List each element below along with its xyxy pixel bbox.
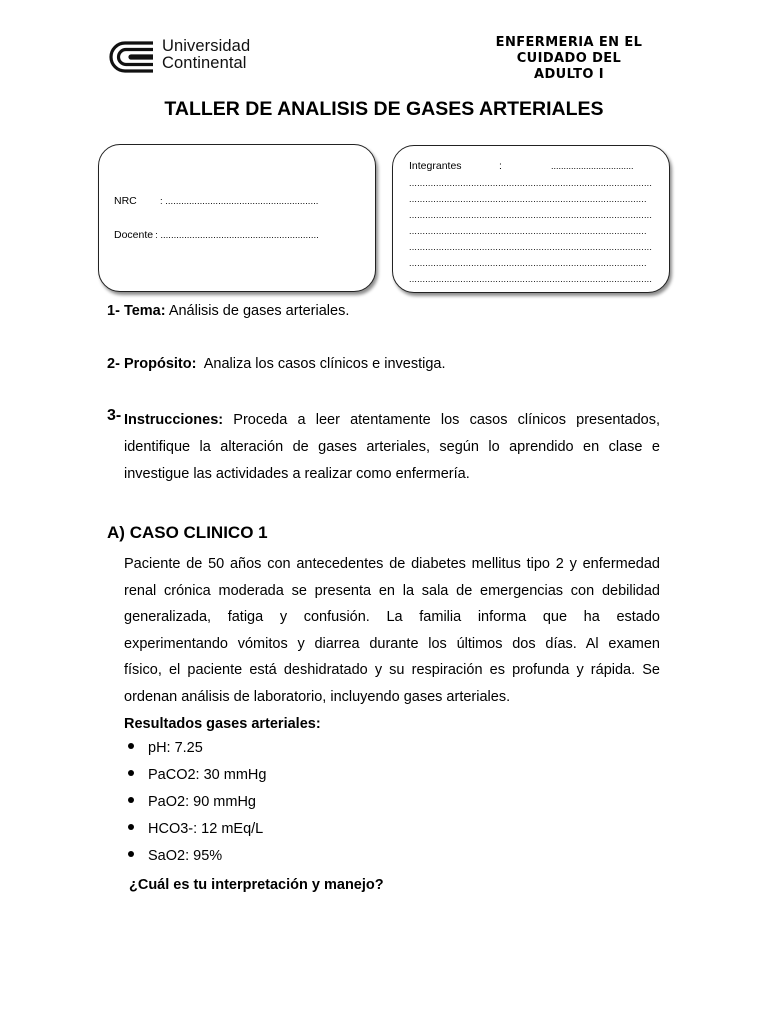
proposito-text: Analiza los casos clínicos e investiga. <box>203 356 446 372</box>
list-item <box>128 848 222 870</box>
proposito-label: Propósito: <box>123 356 197 372</box>
university-name <box>162 38 250 72</box>
case-text-line: generalizada, fatiga y confusión. La familia informa que ha estado <box>124 609 660 625</box>
nrc-label: NRC <box>114 195 137 207</box>
integrantes-blank-line: .......................................................................................... <box>409 210 653 220</box>
integrantes-blank-line: .......................................................................................... <box>409 178 653 188</box>
integrantes-label: Integrantes <box>409 160 462 172</box>
case-text-line: experimentando vómitos y diarrea durante los últimos dos días. Al examen <box>124 636 660 652</box>
case-heading <box>107 523 268 543</box>
instrucciones-line: identifique la alteración de gases arteriales, según lo aprendido en clase e <box>124 439 660 455</box>
instrucciones-line: investigue las actividades a realizar como enfermería. <box>124 466 470 482</box>
integrantes-blank-line: .......................................................................................... <box>409 242 653 252</box>
list-item <box>128 821 263 843</box>
list-item <box>128 767 266 789</box>
docente-field <box>114 229 319 241</box>
result-value: PaCO2: 30 mmHg <box>148 767 267 783</box>
bullet-icon <box>128 824 134 830</box>
course-line2: CUIDADO DEL <box>516 51 622 66</box>
integrantes-blank-line: ........................................................................................ <box>409 194 647 204</box>
docente-label: Docente <box>114 229 154 241</box>
case-question: ¿Cuál es tu interpretación y manejo? <box>129 877 384 893</box>
instrucciones-number: 3- <box>107 407 122 424</box>
list-item <box>128 740 203 762</box>
nrc-field <box>114 195 318 207</box>
tema-label: Tema: <box>123 303 166 319</box>
case-text-line: físico, el paciente está deshidratado y su respiración es profunda y rápida. Se <box>124 662 660 678</box>
case-text-line: renal crónica moderada se presenta en la sala de emergencias con debilidad <box>124 583 660 599</box>
integrantes-first-blank: ................................. <box>551 161 634 171</box>
info-box <box>98 144 376 292</box>
integrantes-blank-line: .......................................................................................... <box>409 274 653 284</box>
result-value: pH: 7.25 <box>148 740 203 756</box>
results-heading: Resultados gases arteriales: <box>124 716 321 732</box>
case-text-line: ordenan análisis de laboratorio, incluyendo gases arteriales. <box>124 689 511 705</box>
course-name <box>478 35 660 82</box>
bullet-icon <box>128 797 134 803</box>
bullet-icon <box>128 851 134 857</box>
integrantes-blank-line: ........................................................................................ <box>409 226 647 236</box>
course-line1: ENFERMERIA EN EL <box>495 35 643 50</box>
instrucciones-label: Instrucciones: <box>124 412 224 428</box>
result-value: PaO2: 90 mmHg <box>148 794 256 810</box>
course-line3: ADULTO I <box>533 67 605 82</box>
result-value: SaO2: 95% <box>148 848 223 864</box>
university-name-line2: Continental <box>162 54 247 72</box>
university-logo <box>109 39 159 75</box>
section-tema <box>107 298 349 325</box>
integrantes-blank-line: ........................................................................................ <box>409 258 647 268</box>
integrantes-colon: : <box>499 160 502 172</box>
case-heading-letter: A) <box>107 523 125 542</box>
integrantes-field <box>409 160 655 172</box>
integrantes-box <box>392 145 670 293</box>
bullet-icon <box>128 743 134 749</box>
case-text-line: Paciente de 50 años con antecedentes de diabetes mellitus tipo 2 y enfermedad <box>124 556 660 572</box>
document-title: TALLER DE ANALISIS DE GASES ARTERIALES <box>164 98 604 120</box>
result-value: HCO3-: 12 mEq/L <box>148 821 264 837</box>
instrucciones-line <box>124 407 660 434</box>
instrucciones-text-1: Proceda a leer atentamente los casos clínicos presentados, <box>233 412 660 428</box>
nrc-blank: : .......................................................... <box>160 196 319 207</box>
proposito-number: 2- <box>107 356 120 372</box>
list-item <box>128 794 256 816</box>
tema-number: 1- <box>107 303 120 319</box>
university-name-line1: Universidad <box>162 37 251 55</box>
case-heading-title: CASO CLINICO 1 <box>129 523 268 542</box>
section-proposito <box>107 351 446 378</box>
docente-blank: : ............................................................ <box>155 230 319 241</box>
bullet-icon <box>128 770 134 776</box>
tema-text: Análisis de gases arteriales. <box>168 303 350 319</box>
